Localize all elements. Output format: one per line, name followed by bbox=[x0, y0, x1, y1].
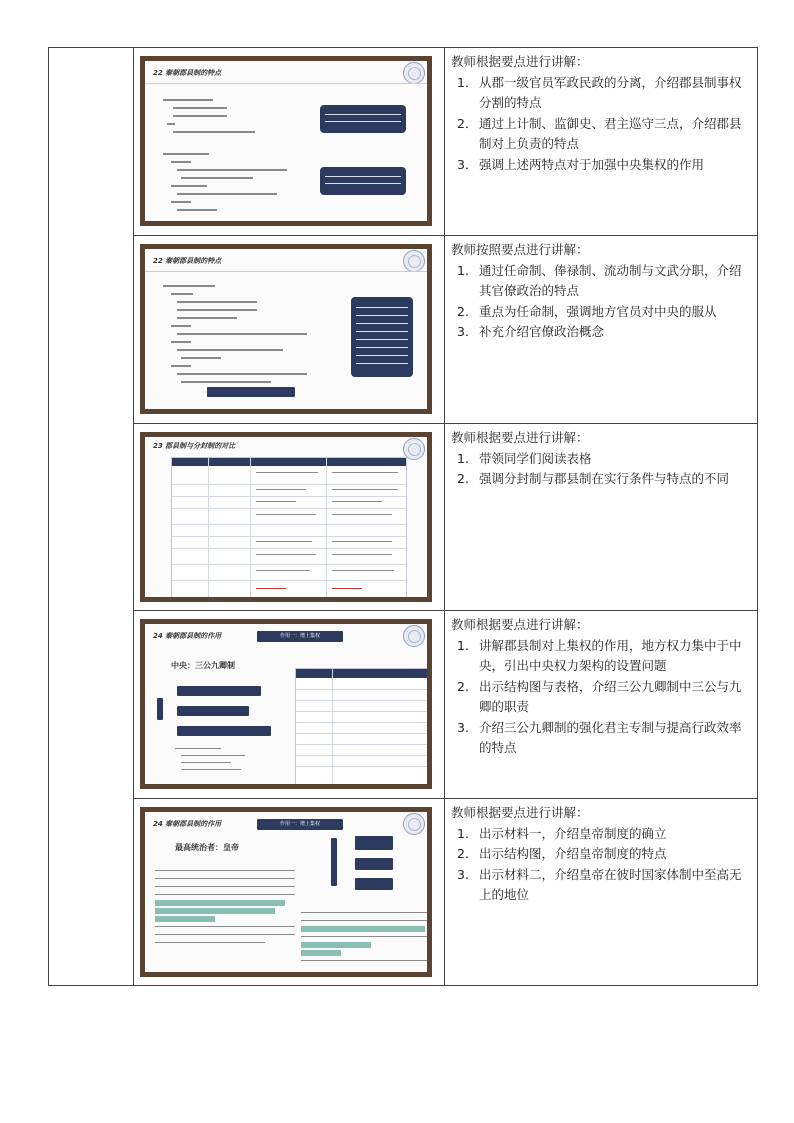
list-item: 2. 强调分封制与郡县制在实行条件与特点的不同 bbox=[457, 471, 730, 486]
school-seal-icon bbox=[403, 625, 425, 647]
list-item: 3． 强调上述两特点对于加强中央集权的作用 bbox=[457, 156, 705, 172]
callout-box bbox=[351, 297, 413, 377]
list-item: 1． 从郡一级官员军政民政的分离，介绍郡县制事权分割的特点 bbox=[457, 74, 742, 110]
list-item: 2． 通过上计制、监御史、君主巡守三点，介绍郡县制对上负责的特点 bbox=[457, 115, 742, 151]
table-row bbox=[49, 48, 758, 236]
slide-cell bbox=[134, 48, 445, 236]
caption-button bbox=[207, 387, 295, 397]
notes-intro: 教师根据要点进行讲解： bbox=[451, 617, 589, 632]
list-item: 2. 重点为任命制，强调地方官员对中央的服从 bbox=[457, 303, 717, 319]
slide-title: 24 秦朝郡县制的作用 bbox=[153, 632, 222, 640]
list-item: 2. 出示结构图，介绍皇帝制度的特点 bbox=[457, 846, 667, 861]
slide-tag-button: 作用一：增上集权 bbox=[257, 631, 343, 642]
list-item: 1. 通过任命制、俸禄制、流动制与文武分职，介绍其官僚政治的特点 bbox=[457, 262, 742, 298]
slide-subtitle: 中央：三公九卿制 bbox=[171, 661, 235, 670]
slide-thumbnail bbox=[140, 432, 432, 602]
slide-title: 23 郡县制与分封制的对比 bbox=[153, 442, 236, 450]
slide-thumbnail bbox=[140, 244, 432, 414]
officials-table-graphic bbox=[295, 668, 431, 786]
slide-cell bbox=[134, 424, 445, 611]
table-row bbox=[49, 799, 758, 986]
slide-tag-button: 作用一：增上集权 bbox=[257, 819, 343, 830]
slide-thumbnail bbox=[140, 807, 432, 977]
stage-column-cell bbox=[49, 48, 134, 986]
slide-cell bbox=[134, 611, 445, 799]
slide-thumbnail bbox=[140, 56, 432, 226]
comparison-table-graphic bbox=[171, 457, 407, 599]
callout-box bbox=[320, 167, 406, 195]
notes-intro: 教师按照要点进行讲解： bbox=[451, 242, 589, 257]
list-item: 1. 讲解郡县制对上集权的作用，地方权力集中于中央，引出中央权力架构的设置问题 bbox=[457, 637, 742, 673]
slide-title: 24 秦朝郡县制的作用 bbox=[153, 820, 222, 828]
notes-cell bbox=[445, 424, 758, 611]
slide-title: 22 秦朝郡县制的特点 bbox=[153, 69, 222, 77]
list-item: 3. 介绍三公九卿制的强化君主专制与提高行政效率的特点 bbox=[457, 719, 742, 755]
slide-cell bbox=[134, 799, 445, 986]
notes-intro: 教师根据要点进行讲解： bbox=[451, 805, 589, 820]
notes-cell bbox=[445, 799, 758, 986]
slide-thumbnail bbox=[140, 619, 432, 789]
slide-title: 22 秦朝郡县制的特点 bbox=[153, 257, 222, 265]
table-row bbox=[49, 424, 758, 611]
slide-subtitle: 最高统治者：皇帝 bbox=[175, 843, 239, 852]
slide-cell bbox=[134, 236, 445, 424]
list-item: 3. 补充介绍官僚政治概念 bbox=[457, 324, 605, 339]
list-item: 1. 出示材料一，介绍皇帝制度的确立 bbox=[457, 825, 667, 841]
school-seal-icon bbox=[403, 813, 425, 835]
school-seal-icon bbox=[403, 62, 425, 84]
list-item: 2. 出示结构图与表格，介绍三公九卿制中三公与九卿的职责 bbox=[457, 678, 742, 714]
notes-cell bbox=[445, 48, 758, 236]
table-row bbox=[49, 611, 758, 799]
callout-box bbox=[320, 105, 406, 133]
notes-intro: 教师根据要点进行讲解： bbox=[451, 430, 589, 445]
notes-cell bbox=[445, 611, 758, 799]
notes-cell bbox=[445, 236, 758, 424]
lesson-plan-table bbox=[48, 47, 758, 986]
list-item: 3. 出示材料二，介绍皇帝在彼时国家体制中至高无上的地位 bbox=[457, 866, 742, 902]
notes-intro: 教师根据要点进行讲解： bbox=[451, 54, 589, 69]
table-row bbox=[49, 236, 758, 424]
list-item: 1. 带领同学们阅读表格 bbox=[457, 450, 592, 466]
school-seal-icon bbox=[403, 250, 425, 272]
